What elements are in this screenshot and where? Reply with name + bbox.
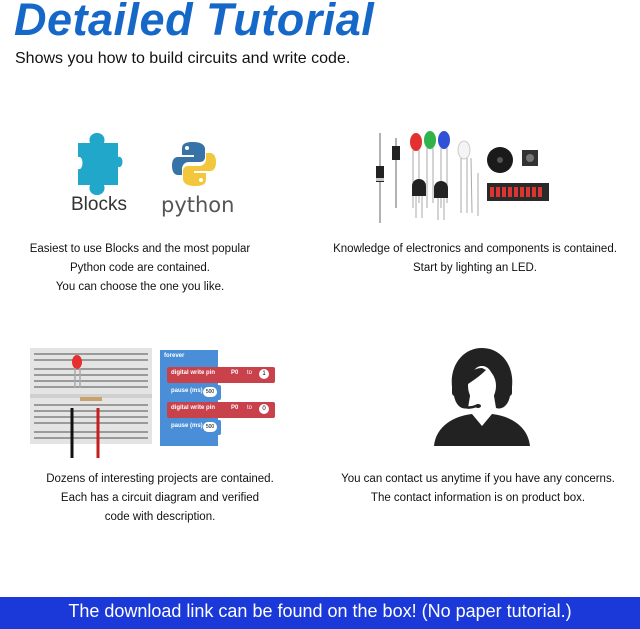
code-block-pause-2: pause (ms) 500 (167, 420, 221, 435)
breadboard-icon (30, 348, 152, 458)
page-subtitle: Shows you how to build circuits and write code. (15, 50, 351, 67)
download-banner-text: The download link can be found on the box! (No paper tutorial.) (68, 601, 572, 621)
download-banner (0, 597, 640, 629)
code-block-write-2: digital write pin P0 to 0 (167, 402, 275, 418)
feature-caption-projects: Dozens of interesting projects are contained. Each has a circuit diagram and verified code with description. (46, 473, 274, 523)
blocks-label: Blocks (71, 194, 127, 215)
feature-caption-contact: You can contact us anytime if you have any concerns. The contact information is on product box. (341, 473, 615, 504)
feature-caption-blocks: Easiest to use Blocks and the most popular Python code are contained. You can choose the one you like. (29, 243, 251, 293)
electronic-components-icon (372, 128, 552, 228)
code-block-pause-1: pause (ms) 500 (167, 385, 221, 400)
code-forever-label: forever (164, 353, 185, 359)
code-block-write-1: digital write pin P0 to 1 (167, 367, 275, 383)
puzzle-piece-icon (74, 133, 124, 195)
python-label: python (161, 193, 235, 217)
page-title: Detailed Tutorial (14, 0, 375, 45)
support-agent-headset-icon (432, 346, 532, 446)
python-logo-icon (170, 140, 218, 188)
feature-caption-components: Knowledge of electronics and components is contained. Start by lighting an LED. (333, 243, 617, 274)
